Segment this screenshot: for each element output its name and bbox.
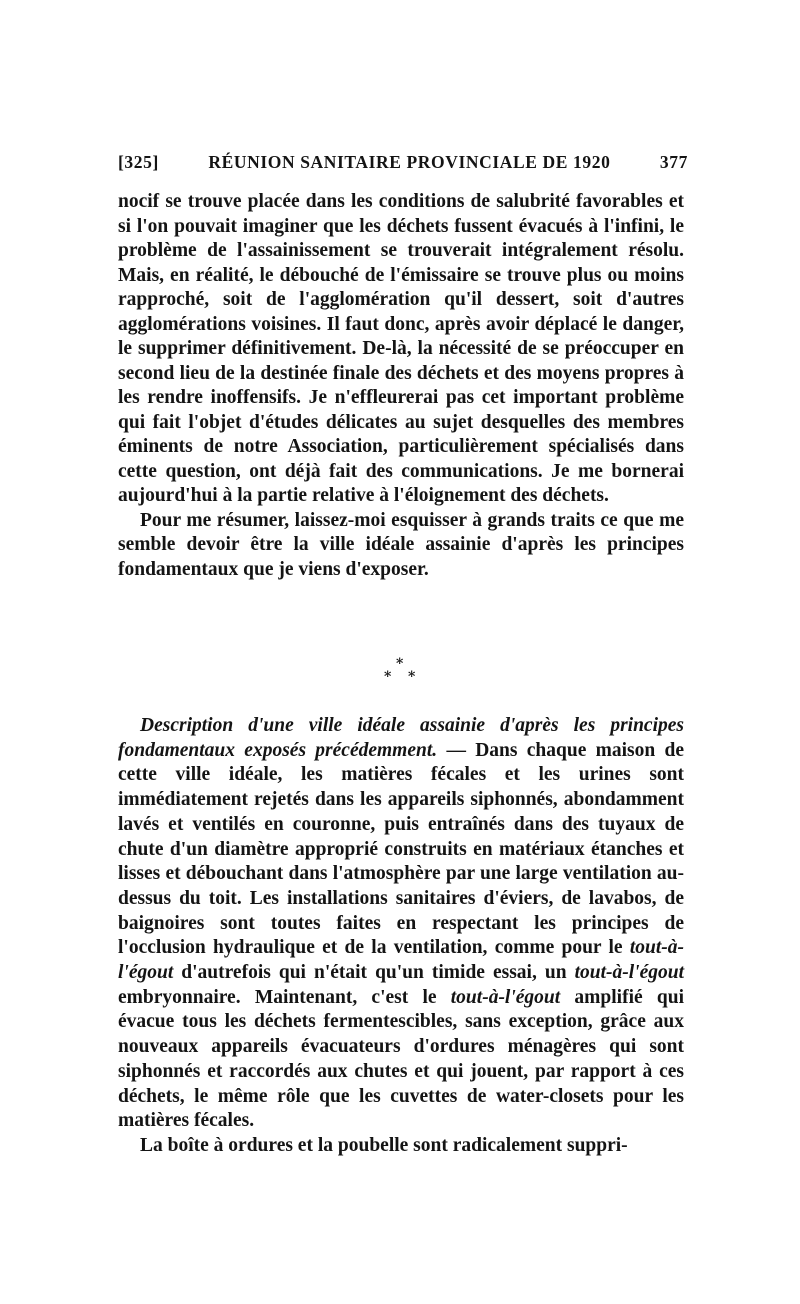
section-text-d: amplifié qui évacue tous les déchets fermentescibles, sans exception, grâce aux nouveaux appareils évacuateurs d'ordures ménagères qui sont siphonnés et raccordés aux chutes et qui jouent, par rapport à ces déchets, le même rôle que les cuvettes de water-closets pour les matières fécales.	[118, 986, 684, 1132]
page-number: 377	[659, 152, 688, 172]
body-text	[118, 190, 684, 582]
asterism-star-top: *	[396, 656, 404, 672]
section-text-a: — Dans chaque maison de cette ville idéale, les matières fécales et les urines sont immédiatement rejetés dans les appareils siphonnés, abondamment lavés et ventilés en couronne, puis entraînés dans des tuyaux de chute d'un diamètre approprié construits en matériaux étanches et lisses et débouchant dans l'atmosphère par une large ventilation au-dessus du toit. Les installations sanitaires d'éviers, de lavabos, de baignoires sont toutes faites en respectant les principes de l'occlusion hydraulique et de la ventilation, comme pour le	[118, 739, 685, 959]
running-title: RÉUNION SANITAIRE PROVINCIALE DE 1920	[208, 152, 611, 172]
section-text-c: embryonnaire. Maintenant, c'est le	[118, 986, 437, 1008]
asterism-star-left: *	[384, 669, 392, 685]
running-header	[118, 152, 688, 173]
term-tout-a-legout-1: tout-à-l'égout	[118, 937, 684, 984]
asterism	[370, 657, 430, 687]
term-tout-a-legout-2: tout-à-l'égout	[574, 962, 684, 984]
section-text-b: d'autrefois qui n'était qu'un timide essai, un	[181, 962, 567, 984]
paragraph-summary: Pour me résumer, laissez-moi esquisser à grands traits ce que me semble devoir être la ville idéale assainie d'après les principes fondamentaux que je viens d'exposer.	[118, 509, 684, 580]
asterism-star-right: *	[408, 669, 416, 685]
section-description	[118, 714, 684, 1159]
section-heading: Description d'une ville idéale assainie d'après les principes fondamentaux exposés précédemment.	[118, 715, 684, 761]
section-paragraph-last: La boîte à ordures et la poubelle sont radicalement suppri-	[140, 1134, 628, 1156]
page-reference: [325]	[118, 152, 159, 172]
term-tout-a-legout-3: tout-à-l'égout	[450, 986, 561, 1008]
paragraph-continued: nocif se trouve placée dans les conditions de salubrité favorables et si l'on pouvait imaginer que les déchets fussent évacués à l'infini, le problème de l'assainissement se trouverait intégralement résolu. Mais, en réalité, le débouché de l'émissaire se trouve plus ou moins rapproché, soit de l'agglomération qu'il dessert, soit d'autres agglomérations voisines. Il faut donc, après avoir déplacé le danger, le supprimer définitivement. De-là, la nécessité de se préoccuper en second lieu de la destinée finale des déchets et des moyens propres à les rendre inoffensifs. Je n'effleurerai pas cet important problème qui fait l'objet d'études délicates au sujet desquelles des membres éminents de notre Association, particulièrement spécialisés dans cette question, ont déjà fait des communications. Je me bornerai aujourd'hui à la partie relative à l'éloignement des déchets.	[118, 191, 684, 506]
section-paragraph	[118, 714, 684, 1134]
